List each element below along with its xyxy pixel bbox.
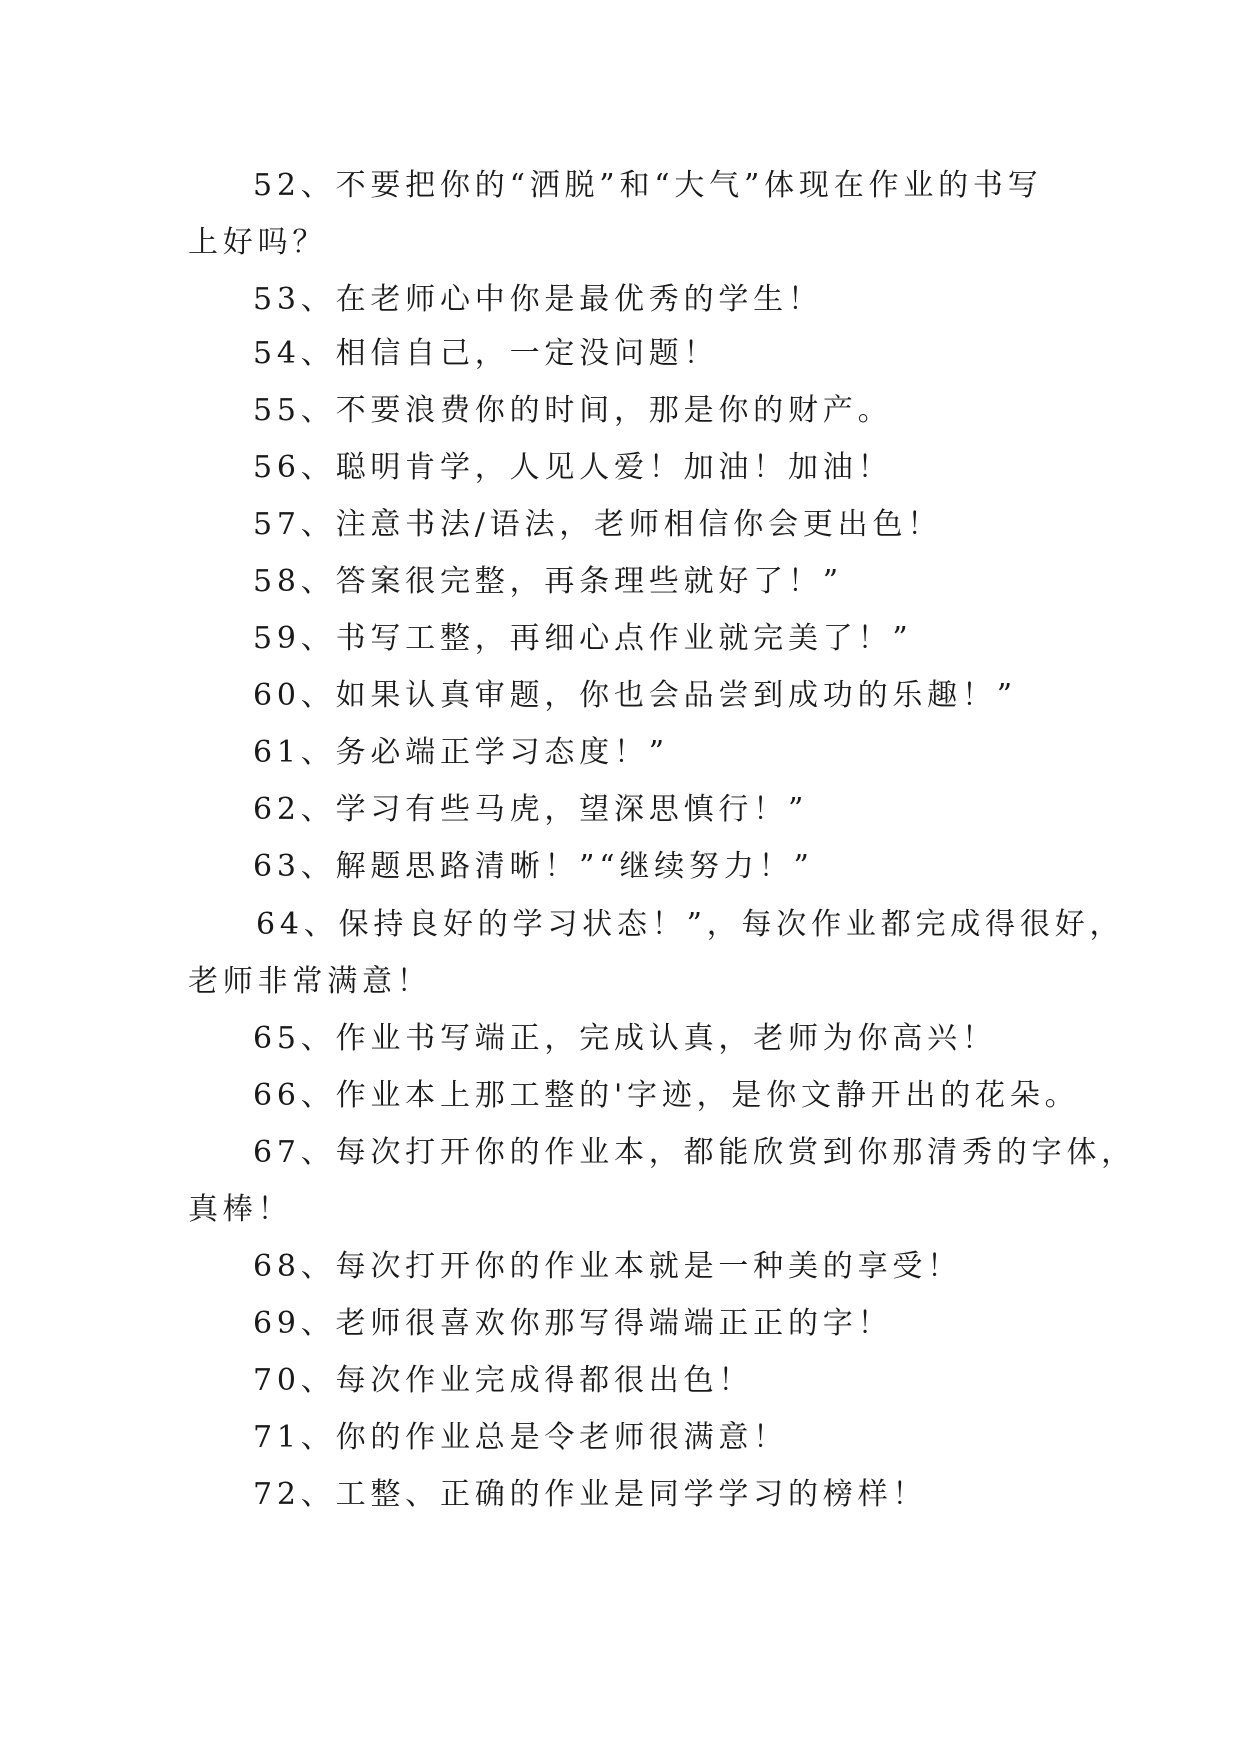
item-66: 66、作业本上那工整的'字迹，是你文静开出的花朵。 xyxy=(253,1078,1080,1113)
item-61: 61、务必端正学习态度！” xyxy=(253,735,669,770)
item-56: 56、聪明肯学，人见人爱！加油！加油！ xyxy=(253,450,893,485)
item-62: 62、学习有些马虎，望深思慎行！” xyxy=(253,792,809,827)
item-65: 65、作业书写端正，完成认真，老师为你高兴！ xyxy=(253,1021,997,1056)
item-64-continuation: 老师非常满意！ xyxy=(188,964,432,999)
item-67: 67、每次打开你的作业本，都能欣赏到你那清秀的字体， xyxy=(253,1135,1136,1170)
item-69: 69、老师很喜欢你那写得端端正正的字！ xyxy=(253,1306,893,1341)
item-55: 55、不要浪费你的时间，那是你的财产。 xyxy=(253,393,893,428)
item-60: 60、如果认真审题，你也会品尝到成功的乐趣！” xyxy=(253,678,1017,713)
item-71: 71、你的作业总是令老师很满意！ xyxy=(253,1420,788,1455)
item-64: 64、保持良好的学习状态！”，每次作业都完成得很好， xyxy=(256,907,1125,942)
item-57: 57、注意书法/语法，老师相信你会更出色！ xyxy=(253,507,943,542)
item-67-continuation: 真棒！ xyxy=(188,1192,293,1227)
item-53: 53、在老师心中你是最优秀的学生！ xyxy=(253,282,823,317)
item-59: 59、书写工整，再细心点作业就完美了！” xyxy=(253,621,913,656)
item-52: 52、不要把你的“洒脱”和“大气”体现在作业的书写 xyxy=(253,168,1043,203)
item-58: 58、答案很完整，再条理些就好了！” xyxy=(253,564,843,599)
item-54: 54、相信自己，一定没问题！ xyxy=(253,336,719,371)
item-70: 70、每次作业完成得都很出色！ xyxy=(253,1363,754,1398)
item-68: 68、每次打开你的作业本就是一种美的享受！ xyxy=(253,1249,962,1284)
item-63: 63、解题思路清晰！”“继续努力！” xyxy=(253,849,814,884)
item-52-continuation: 上好吗？ xyxy=(188,225,328,260)
item-72: 72、工整、正确的作业是同学学习的榜样！ xyxy=(253,1477,928,1512)
